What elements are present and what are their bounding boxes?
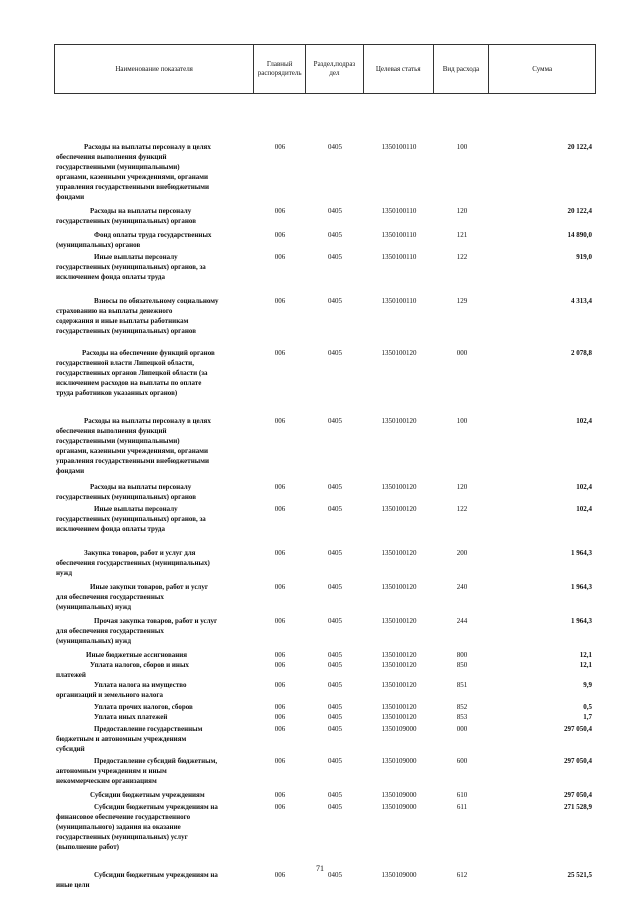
row-name-line: Субсидии бюджетным учреждениям на xyxy=(94,871,218,879)
cell-sum: 4 313,4 xyxy=(571,297,592,305)
row-name-line: фондами xyxy=(56,193,85,201)
cell-target: 1350100120 xyxy=(381,483,417,491)
row-name-line: управления государственными внебюджетными xyxy=(56,457,210,465)
cell-type: 240 xyxy=(456,583,468,591)
cell-target: 1350100120 xyxy=(381,583,417,591)
cell-type: 120 xyxy=(456,207,468,215)
cell-manager: 006 xyxy=(274,681,286,689)
cell-type: 129 xyxy=(456,297,468,305)
header-name: Наименование показателя xyxy=(55,45,254,93)
cell-sum: 14 890,0 xyxy=(567,231,592,239)
row-name-line: Предоставление государственным xyxy=(94,725,203,733)
row-name xyxy=(56,252,252,282)
cell-sum: 9,9 xyxy=(583,681,592,689)
row-name-line: Субсидии бюджетным учреждениям xyxy=(90,791,205,799)
cell-target: 1350100110 xyxy=(381,297,417,305)
header-target: Целевая статья xyxy=(364,45,434,93)
cell-manager: 006 xyxy=(274,757,286,765)
cell-type: 610 xyxy=(456,791,468,799)
cell-target: 1350100120 xyxy=(381,505,417,513)
row-name-line: автономным учреждениям и иным xyxy=(56,767,167,775)
cell-section: 0405 xyxy=(328,661,342,669)
cell-manager: 006 xyxy=(274,583,286,591)
cell-section: 0405 xyxy=(328,253,342,261)
row-name xyxy=(56,296,252,336)
table-header xyxy=(54,44,596,94)
row-name-line: (выполнение работ) xyxy=(56,843,119,851)
cell-manager: 006 xyxy=(274,143,286,151)
row-name-line: Расходы на выплаты персоналу в целях xyxy=(84,143,211,151)
row-name-line: государственной власти Липецкой области, xyxy=(56,359,194,367)
cell-target: 1350100110 xyxy=(381,253,417,261)
cell-sum: 297 050,4 xyxy=(564,757,592,765)
cell-manager: 006 xyxy=(274,651,286,659)
cell-sum: 297 050,4 xyxy=(564,725,592,733)
cell-manager: 006 xyxy=(274,713,286,721)
cell-manager: 006 xyxy=(274,791,286,799)
cell-type: 800 xyxy=(456,651,468,659)
row-name-line: организаций и земельного налога xyxy=(56,691,163,699)
cell-manager: 006 xyxy=(274,483,286,491)
header-sum: Сумма xyxy=(532,64,553,73)
cell-sum: 102,4 xyxy=(576,483,592,491)
row-name xyxy=(56,616,252,646)
row-name-line: субсидий xyxy=(56,745,85,753)
row-name xyxy=(56,712,252,722)
cell-section: 0405 xyxy=(328,713,342,721)
cell-manager: 006 xyxy=(274,297,286,305)
row-name-line: Расходы на выплаты персоналу в целях xyxy=(84,417,211,425)
cell-target: 1350100120 xyxy=(381,713,417,721)
cell-section: 0405 xyxy=(328,549,342,557)
row-name xyxy=(56,702,252,712)
cell-target: 1350109000 xyxy=(381,725,417,733)
cell-manager: 006 xyxy=(274,349,286,357)
row-name xyxy=(56,142,252,202)
cell-target: 1350100120 xyxy=(381,349,417,357)
page-number: 71 xyxy=(316,864,324,873)
cell-sum: 1 964,3 xyxy=(571,617,592,625)
cell-target: 1350100120 xyxy=(381,617,417,625)
cell-target: 1350100120 xyxy=(381,681,417,689)
row-name-line: содержания и иные выплаты работникам xyxy=(56,317,189,325)
cell-section: 0405 xyxy=(328,703,342,711)
cell-type: 612 xyxy=(456,871,468,879)
row-name-line: Иные закупки товаров, работ и услуг xyxy=(90,583,209,591)
cell-manager: 006 xyxy=(274,207,286,215)
row-name-line: Иные бюджетные ассигнования xyxy=(86,651,188,659)
cell-sum: 12,1 xyxy=(579,661,592,669)
cell-section: 0405 xyxy=(328,791,342,799)
cell-sum: 20 122,4 xyxy=(567,143,592,151)
cell-sum: 20 122,4 xyxy=(567,207,592,215)
row-name-line: Иные выплаты персоналу xyxy=(94,253,178,261)
cell-manager: 006 xyxy=(274,253,286,261)
row-name-line: Взносы по обязательному социальному xyxy=(94,297,219,305)
cell-sum: 0,5 xyxy=(583,703,592,711)
row-name-line: Закупка товаров, работ и услуг для xyxy=(84,549,196,557)
cell-manager: 006 xyxy=(274,871,286,879)
row-name-line: Уплата налогов, сборов и иных xyxy=(90,661,189,669)
cell-target: 1350100120 xyxy=(381,549,417,557)
cell-target: 1350100120 xyxy=(381,661,417,669)
row-name-line: государственных (муниципальных) органов xyxy=(56,217,196,225)
row-name-line: Уплата прочих налогов, сборов xyxy=(94,703,193,711)
row-name xyxy=(56,230,252,250)
row-name xyxy=(56,660,252,680)
cell-section: 0405 xyxy=(328,757,342,765)
cell-target: 1350100110 xyxy=(381,207,417,215)
row-name xyxy=(56,482,252,502)
cell-section: 0405 xyxy=(328,651,342,659)
cell-manager: 006 xyxy=(274,703,286,711)
row-name-line: Уплата налога на имущество xyxy=(94,681,187,689)
cell-type: 600 xyxy=(456,757,468,765)
row-name-line: Расходы на выплаты персоналу xyxy=(90,483,192,491)
header-section: Раздел,подраз дел xyxy=(306,45,364,93)
cell-sum: 1 964,3 xyxy=(571,549,592,557)
cell-section: 0405 xyxy=(328,617,342,625)
row-name-line: исключением фонда оплаты труда xyxy=(56,273,165,281)
cell-type: 122 xyxy=(456,505,468,513)
cell-sum: 1,7 xyxy=(583,713,592,721)
header-manager: Главный распорядитель xyxy=(254,45,306,93)
row-name xyxy=(56,582,252,612)
cell-section: 0405 xyxy=(328,483,342,491)
cell-target: 1350109000 xyxy=(381,803,417,811)
cell-type: 850 xyxy=(456,661,468,669)
row-name-line: (муниципальных) нужд xyxy=(56,637,132,645)
row-name-line: некоммерческим организациям xyxy=(56,777,157,785)
row-name-line: государственных (муниципальных) органов, за xyxy=(56,515,206,523)
cell-type: 851 xyxy=(456,681,468,689)
cell-section: 0405 xyxy=(328,681,342,689)
cell-sum: 297 050,4 xyxy=(564,791,592,799)
row-name-line: Предоставление субсидий бюджетным, xyxy=(94,757,218,765)
row-name-line: платежей xyxy=(56,671,86,679)
header-type: Вид расхода xyxy=(434,45,490,93)
row-name xyxy=(56,680,252,700)
row-name xyxy=(56,416,252,476)
row-name-line: Иные выплаты персоналу xyxy=(94,505,178,513)
cell-sum: 1 964,3 xyxy=(571,583,592,591)
cell-target: 1350100110 xyxy=(381,231,417,239)
cell-type: 200 xyxy=(456,549,468,557)
cell-target: 1350109000 xyxy=(381,757,417,765)
row-name xyxy=(56,756,252,786)
row-name-line: обеспечения выполнения функций xyxy=(56,153,167,161)
row-name-line: государственных органов Липецкой области (за xyxy=(56,369,208,377)
document-page xyxy=(54,44,596,889)
row-name-line: обеспечения государственных (муниципальных) xyxy=(56,559,210,567)
row-name xyxy=(56,724,252,754)
cell-sum: 25 521,5 xyxy=(567,871,592,879)
cell-type: 000 xyxy=(456,725,468,733)
cell-type: 000 xyxy=(456,349,468,357)
row-name xyxy=(56,348,252,398)
cell-type: 100 xyxy=(456,143,468,151)
cell-sum: 12,1 xyxy=(579,651,592,659)
cell-type: 244 xyxy=(456,617,468,625)
cell-section: 0405 xyxy=(328,803,342,811)
cell-manager: 006 xyxy=(274,505,286,513)
cell-type: 611 xyxy=(456,803,468,811)
cell-sum: 271 528,9 xyxy=(564,803,592,811)
row-name xyxy=(56,870,252,890)
cell-manager: 006 xyxy=(274,725,286,733)
row-name-line: управления государственными внебюджетными xyxy=(56,183,210,191)
row-name-line: финансовое обеспечение государственного xyxy=(56,813,191,821)
row-name-line: Прочая закупка товаров, работ и услуг xyxy=(94,617,218,625)
row-name-line: иные цели xyxy=(56,881,90,889)
row-name-line: Расходы на обеспечение функций органов xyxy=(82,349,215,357)
cell-target: 1350100110 xyxy=(381,143,417,151)
cell-section: 0405 xyxy=(328,725,342,733)
cell-sum: 102,4 xyxy=(576,505,592,513)
row-name-line: (муниципальных) нужд xyxy=(56,603,132,611)
cell-target: 1350100120 xyxy=(381,417,417,425)
row-name-line: государственных (муниципальных) органов xyxy=(56,493,196,501)
row-name-line: нужд xyxy=(56,569,73,577)
row-name-line: государственных (муниципальных) органов, за xyxy=(56,263,206,271)
row-name-line: (муниципальных) органов xyxy=(56,241,141,249)
cell-section: 0405 xyxy=(328,349,342,357)
cell-sum: 2 078,8 xyxy=(571,349,592,357)
row-name-line: органами, казенными учреждениями, органами xyxy=(56,173,209,181)
cell-target: 1350109000 xyxy=(381,791,417,799)
cell-sum: 102,4 xyxy=(576,417,592,425)
row-name xyxy=(56,802,252,852)
cell-manager: 006 xyxy=(274,231,286,239)
cell-section: 0405 xyxy=(328,207,342,215)
row-name xyxy=(56,790,252,800)
cell-target: 1350100120 xyxy=(381,651,417,659)
cell-type: 121 xyxy=(456,231,468,239)
row-name-line: бюджетным и автономным учреждениям xyxy=(56,735,187,743)
cell-type: 120 xyxy=(456,483,468,491)
row-name xyxy=(56,548,252,578)
cell-sum: 919,0 xyxy=(576,253,592,261)
cell-target: 1350100120 xyxy=(381,703,417,711)
row-name-line: Уплата иных платежей xyxy=(94,713,168,721)
cell-section: 0405 xyxy=(328,143,342,151)
row-name-line: страхованию на выплаты денежного xyxy=(56,307,173,315)
row-name-line: государственными (муниципальными) xyxy=(56,163,180,171)
row-name-line: государственными (муниципальными) xyxy=(56,437,180,445)
row-name-line: обеспечения выполнения функций xyxy=(56,427,167,435)
cell-manager: 006 xyxy=(274,661,286,669)
cell-section: 0405 xyxy=(328,417,342,425)
cell-section: 0405 xyxy=(328,871,342,879)
row-name-line: исключением расходов на выплаты по оплате xyxy=(56,379,202,387)
table-body xyxy=(54,94,596,889)
row-name-line: (муниципального) задания на оказание xyxy=(56,823,181,831)
cell-section: 0405 xyxy=(328,505,342,513)
row-name-line: для обеспечения государственных xyxy=(56,627,164,635)
cell-manager: 006 xyxy=(274,417,286,425)
row-name-line: для обеспечения государственных xyxy=(56,593,164,601)
row-name-line: исключением фонда оплаты труда xyxy=(56,525,165,533)
row-name-line: государственных (муниципальных) услуг xyxy=(56,833,188,841)
cell-type: 100 xyxy=(456,417,468,425)
row-name xyxy=(56,206,252,226)
row-name-line: Расходы на выплаты персоналу xyxy=(90,207,192,215)
cell-section: 0405 xyxy=(328,297,342,305)
cell-target: 1350109000 xyxy=(381,871,417,879)
row-name xyxy=(56,504,252,534)
cell-section: 0405 xyxy=(328,583,342,591)
cell-manager: 006 xyxy=(274,549,286,557)
row-name xyxy=(56,650,252,660)
cell-type: 852 xyxy=(456,703,468,711)
row-name-line: Субсидии бюджетным учреждениям на xyxy=(94,803,218,811)
cell-manager: 006 xyxy=(274,617,286,625)
cell-type: 853 xyxy=(456,713,468,721)
row-name-line: труда работников указанных органов) xyxy=(56,389,178,397)
cell-manager: 006 xyxy=(274,803,286,811)
row-name-line: фондами xyxy=(56,467,85,475)
cell-type: 122 xyxy=(456,253,468,261)
row-name-line: органами, казенными учреждениями, органами xyxy=(56,447,209,455)
row-name-line: Фонд оплаты труда государственных xyxy=(94,231,212,239)
cell-section: 0405 xyxy=(328,231,342,239)
row-name-line: государственных (муниципальных) органов xyxy=(56,327,196,335)
